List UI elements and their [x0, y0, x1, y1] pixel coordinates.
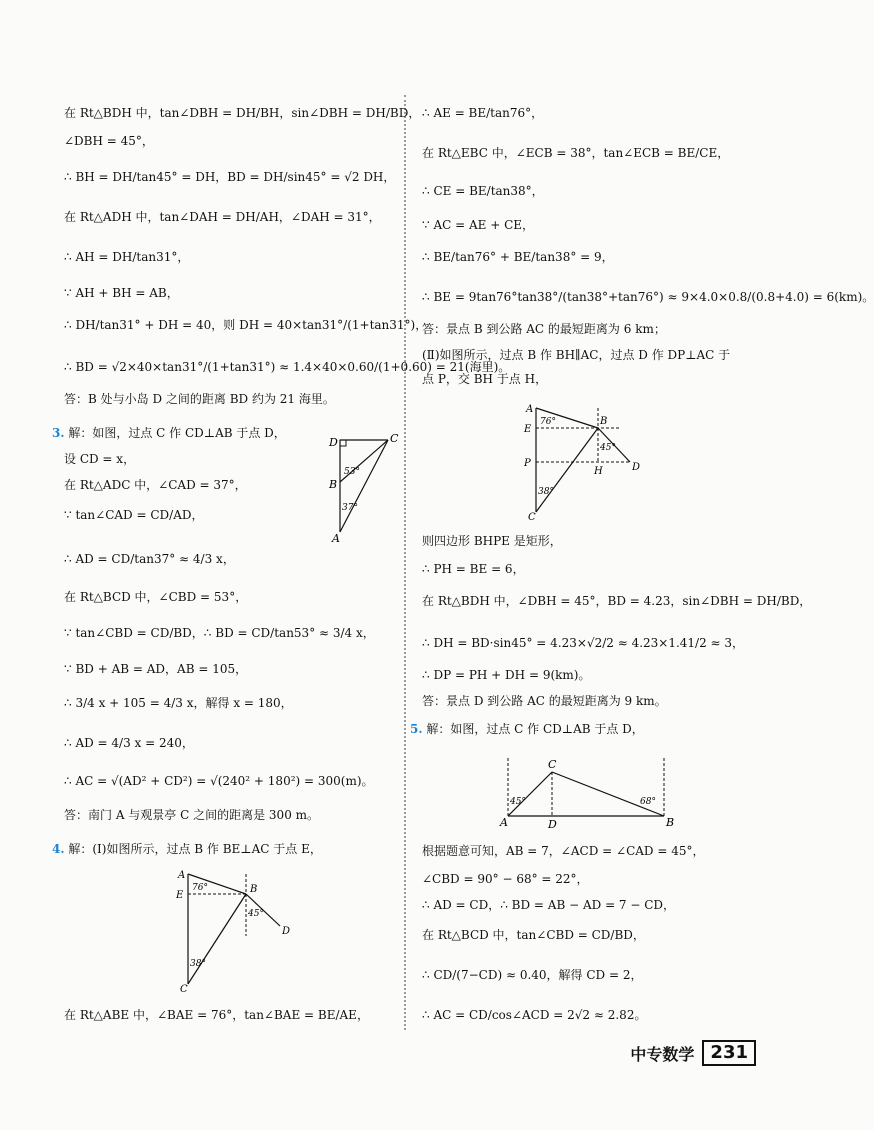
label-b: B: [250, 884, 258, 895]
line-cb: [536, 428, 598, 512]
label-b: B: [600, 416, 608, 427]
label-a: A: [500, 816, 508, 829]
text-line: 在 Rt△BCD 中，∠CBD = 53°，: [64, 590, 248, 604]
text-line: ∠DBH = 45°，: [64, 134, 154, 148]
text-line: 在 Rt△EBC 中，∠ECB = 38°，tan∠ECB = BE/CE，: [422, 146, 730, 160]
line-ac: [508, 772, 552, 816]
text-line: 在 Rt△BCD 中，tan∠CBD = CD/BD，: [422, 928, 645, 942]
label-a: A: [178, 870, 186, 881]
label-c: C: [390, 432, 399, 445]
right-angle-mark: [340, 440, 346, 446]
angle-45: 45°: [600, 443, 616, 453]
text-line: ∴ BE/tan76° + BE/tan38° = 9，: [422, 250, 614, 264]
text-line: ∵ AC = AE + CE，: [422, 218, 535, 232]
label-e: E: [524, 424, 532, 435]
text-line: ∴ DH/tan31° + DH = 40，则 DH = 40×tan31°/(1+tan31°)，: [64, 318, 428, 332]
question-number: 4.: [52, 842, 65, 856]
text-line: ∵ BD + AB = AD，AB = 105，: [64, 662, 248, 676]
text-line: ∵ tan∠CAD = CD/AD，: [64, 508, 204, 522]
text-line: 在 Rt△ADC 中，∠CAD = 37°，: [64, 478, 247, 492]
angle-76: 76°: [540, 417, 556, 427]
line-ac: [340, 440, 388, 532]
text-line: ∴ AE = BE/tan76°，: [422, 106, 544, 120]
text-line: ∴ BH = DH/tan45° = DH，BD = DH/sin45° = √2 DH，: [64, 170, 396, 184]
page-footer: [630, 1040, 756, 1066]
angle-37: 37°: [342, 503, 358, 513]
angle-38: 38°: [538, 487, 554, 497]
label-d: D: [329, 436, 338, 449]
text-line: ∴ AD = CD，∴ BD = AB − AD = 7 − CD，: [422, 898, 676, 912]
label-d: D: [282, 926, 291, 937]
label-d: D: [548, 818, 557, 831]
question-3-heading: [52, 424, 286, 442]
text-line: 点 P，交 BH 于点 H，: [422, 372, 548, 386]
figure-q5: [500, 752, 680, 830]
column-divider: [404, 95, 406, 1030]
text-line: ∴ AD = 4/3 x = 240，: [64, 736, 194, 750]
text-line: 则四边形 BHPE 是矩形，: [422, 534, 562, 548]
text-line: ∴ CE = BE/tan38°，: [422, 184, 544, 198]
text-line: 在 Rt△BDH 中，tan∠DBH = DH/BH，sin∠DBH = DH/BD，: [64, 106, 421, 120]
text-line: ∴ DH = BD·sin45° = 4.23×√2/2 ≈ 4.23×1.41/2 ≈ 3，: [422, 636, 745, 650]
label-h: H: [594, 466, 603, 477]
text-line: ∠CBD = 90° − 68° = 22°，: [422, 872, 589, 886]
figure-q4a: [168, 864, 308, 994]
angle-68: 68°: [640, 797, 656, 807]
answer-line: 答：B 处与小岛 D 之间的距离 BD 约为 21 海里。: [64, 392, 335, 406]
figure-q4b: [522, 400, 652, 522]
label-c: C: [180, 984, 188, 995]
text-line: ∴ BD = √2×40×tan31°/(1+tan31°) ≈ 1.4×40×0.60/(1+0.60) = 21(海里)。: [64, 360, 511, 374]
answer-line: 答：景点 B 到公路 AC 的最短距离为 6 km；: [422, 322, 666, 336]
text-line: 根据题意可知，AB = 7，∠ACD = ∠CAD = 45°，: [422, 844, 705, 858]
text-line: ∴ AC = CD/cos∠ACD = 2√2 ≈ 2.82。: [422, 1008, 647, 1022]
text-line: ∵ AH + BH = AB，: [64, 286, 179, 300]
label-b: B: [666, 816, 675, 829]
label-a: A: [332, 532, 340, 545]
label-c: C: [528, 512, 536, 523]
text-line: ∴ AD = CD/tan37° ≈ 4/3 x，: [64, 552, 235, 566]
question-4-heading: [52, 840, 322, 858]
question-text: 解：(Ⅰ)如图所示，过点 B 作 BE⊥AC 于点 E，: [68, 842, 322, 856]
text-line: 在 Rt△BDH 中，∠DBH = 45°，BD = 4.23，sin∠DBH = DH/BD，: [422, 594, 812, 608]
text-line: ∴ PH = BE = 6，: [422, 562, 525, 576]
answer-line: 答：南门 A 与观景亭 C 之间的距离是 300 m。: [64, 808, 320, 822]
question-number: 3.: [52, 426, 65, 440]
line-cb: [188, 894, 246, 984]
angle-76: 76°: [192, 883, 208, 893]
figure-q3: [320, 432, 400, 547]
angle-53: 53°: [344, 467, 360, 477]
text-line: ∴ 3/4 x + 105 = 4/3 x，解得 x = 180，: [64, 696, 293, 710]
angle-45: 45°: [510, 797, 526, 807]
text-line: (Ⅱ)如图所示，过点 B 作 BH∥AC，过点 D 作 DP⊥AC 于: [422, 348, 731, 362]
question-text: 解：如图，过点 C 作 CD⊥AB 于点 D，: [426, 722, 644, 736]
question-text: 解：如图，过点 C 作 CD⊥AB 于点 D，: [68, 426, 286, 440]
label-a: A: [526, 404, 534, 415]
angle-45: 45°: [248, 909, 264, 919]
label-d: D: [632, 462, 641, 473]
text-line: 在 Rt△ABE 中，∠BAE = 76°，tan∠BAE = BE/AE，: [64, 1008, 369, 1022]
answer-line: 答：景点 D 到公路 AC 的最短距离为 9 km。: [422, 694, 667, 708]
text-line: 在 Rt△ADH 中，tan∠DAH = DH/AH，∠DAH = 31°，: [64, 210, 381, 224]
text-line: ∵ tan∠CBD = CD/BD，∴ BD = CD/tan53° ≈ 3/4 x，: [64, 626, 375, 640]
text-line: ∴ BE = 9tan76°tan38°/(tan38°+tan76°) ≈ 9×4.0×0.8/(0.8+4.0) = 6(km)。: [422, 290, 874, 304]
question-5-heading: [410, 720, 644, 738]
question-number: 5.: [410, 722, 423, 736]
text-line: ∴ AH = DH/tan31°，: [64, 250, 190, 264]
line-cb: [552, 772, 664, 816]
label-c: C: [548, 758, 557, 771]
text-line: 设 CD = x，: [64, 452, 136, 466]
book-title: 中专数学: [630, 1044, 695, 1064]
page-number: 231: [702, 1040, 756, 1066]
label-b: B: [329, 478, 338, 491]
text-line: ∴ DP = PH + DH = 9(km)。: [422, 668, 591, 682]
label-e: E: [176, 890, 184, 901]
label-p: P: [524, 458, 531, 469]
angle-38: 38°: [190, 959, 206, 969]
text-line: ∴ AC = √(AD² + CD²) = √(240² + 180²) = 300(m)。: [64, 774, 374, 788]
text-line: ∴ CD/(7−CD) ≈ 0.40，解得 CD = 2，: [422, 968, 643, 982]
